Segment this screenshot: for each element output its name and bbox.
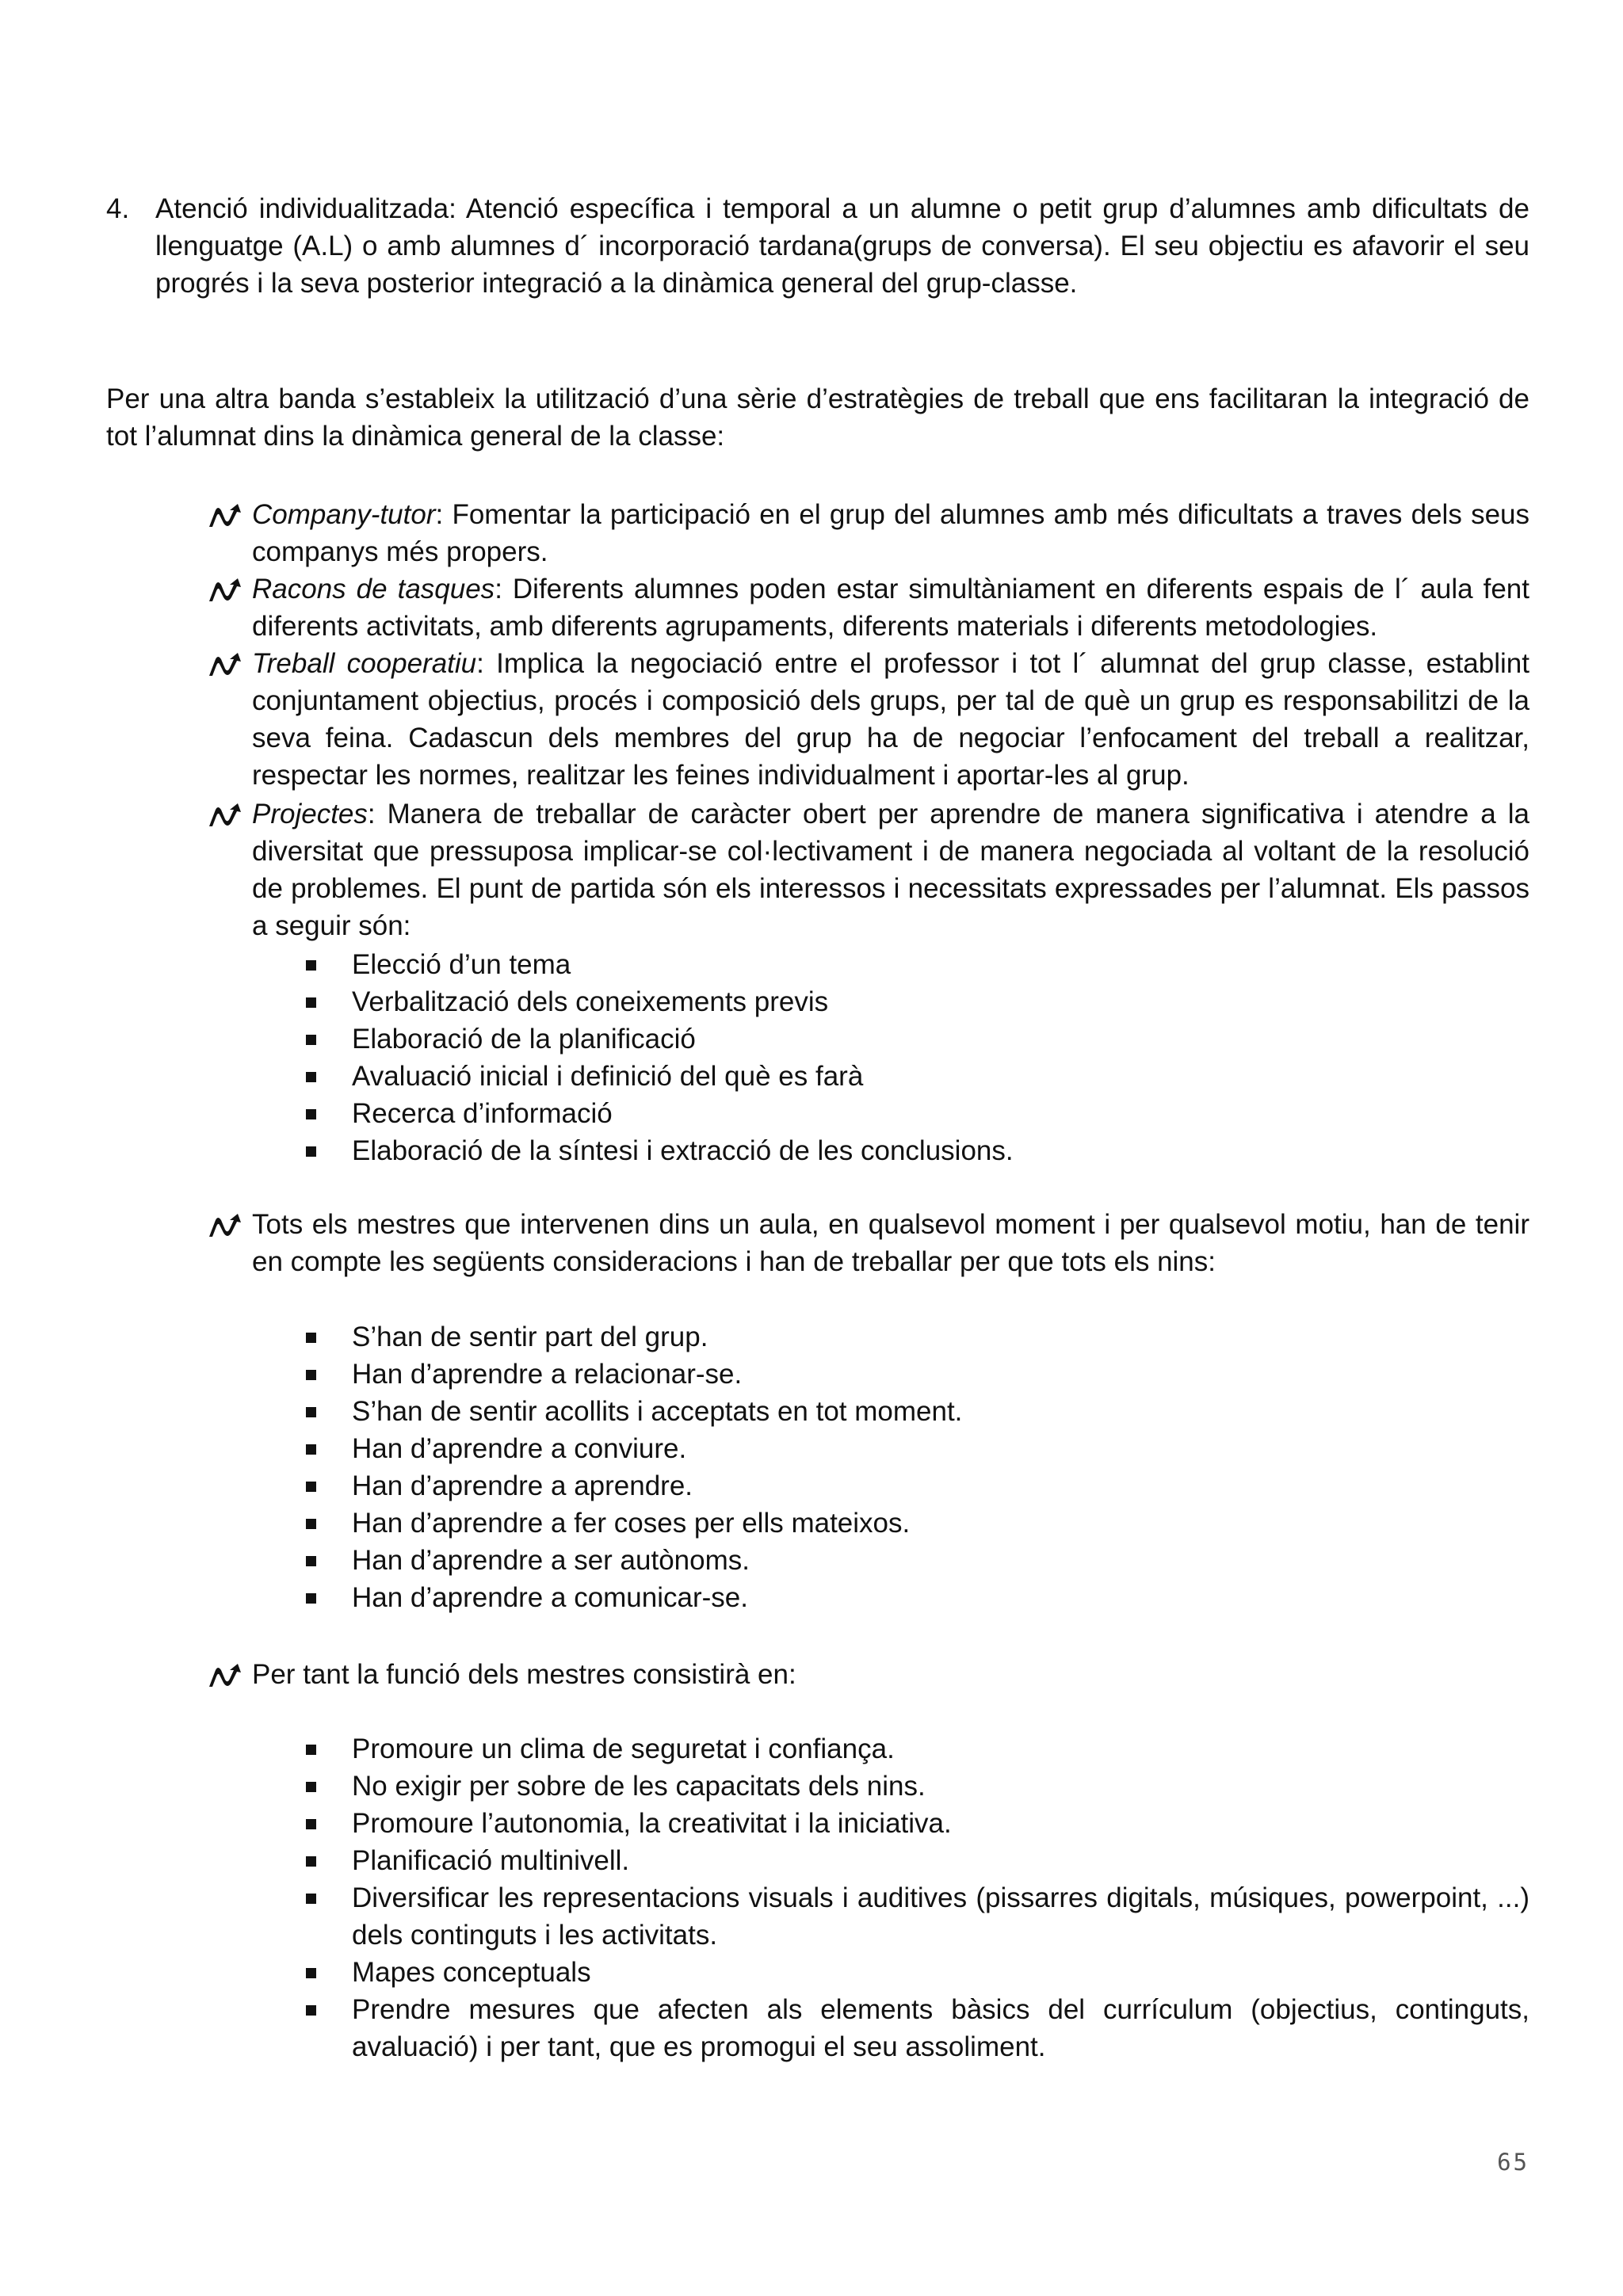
strategy-term: Company-tutor bbox=[252, 499, 436, 530]
list-item: S’han de sentir acollits i acceptats en tot moment. bbox=[303, 1393, 1529, 1430]
square-bullet-icon bbox=[306, 1370, 316, 1380]
strategy-term: Treball cooperatiu bbox=[252, 648, 477, 679]
square-bullet-icon bbox=[306, 1968, 316, 1978]
square-bullet-icon bbox=[306, 1333, 316, 1343]
item-text: Atenció individualitzada: Atenció específica i temporal a un alumne o petit grup d’alumnes amb dificultats de llenguatge (A.L) o amb alumnes d´ incorporació tardana(grups de conversa). El seu objectiu es afavorir el seu progrés i la seva posterior integració a la dinàmica general del grup-classe. bbox=[155, 193, 1529, 299]
arrow-bullet-icon bbox=[208, 502, 242, 529]
list-item: Han d’aprendre a fer coses per ells mateixos. bbox=[303, 1505, 1529, 1542]
list-item: S’han de sentir part del grup. bbox=[303, 1318, 1529, 1356]
strategy-text: : Implica la negociació entre el professor i tot l´ alumnat del grup classe, establint conjuntament objectius, procés i composició dels grups, per tal de què un grup es responsabilitzi de la seva feina. Cadascun dels membres del grup ha de negociar l’enfocament del treball a realitzar, respectar les normes, realitzar les feines individualment i aportar-les al grup. bbox=[252, 648, 1529, 791]
project-steps-list bbox=[303, 946, 1529, 1169]
square-bullet-icon bbox=[306, 960, 316, 971]
teachers-note-text: Tots els mestres que intervenen dins un aula, en qualsevol moment i per qualsevol motiu, han de tenir en compte les següents consideracions i han de treballar per que tots els nins: bbox=[252, 1209, 1529, 1277]
list-item: Diversificar les representacions visuals i auditives (pissarres digitals, músiques, powerpoint, ...) dels continguts i les activitats. bbox=[303, 1879, 1529, 1954]
strategy-term: Projectes bbox=[252, 799, 368, 830]
strategy-text: : Fomentar la participació en el grup del alumnes amb més dificultats a traves dels seus companys més propers. bbox=[252, 499, 1529, 567]
children-needs-list bbox=[303, 1318, 1529, 1616]
teachers-function bbox=[208, 1656, 1529, 1693]
list-item: Recerca d’informació bbox=[303, 1095, 1529, 1132]
list-item: Elecció d’un tema bbox=[303, 946, 1529, 983]
strategy-term: Racons de tasques bbox=[252, 574, 495, 605]
numbered-item-4 bbox=[106, 190, 1529, 302]
functions-list bbox=[303, 1730, 1529, 2065]
square-bullet-icon bbox=[306, 1407, 316, 1417]
item-number: 4. bbox=[106, 193, 130, 224]
strategy-treball-cooperatiu bbox=[208, 645, 1529, 794]
arrow-bullet-icon bbox=[208, 577, 242, 604]
square-bullet-icon bbox=[306, 1146, 316, 1157]
list-item: Prendre mesures que afecten als elements bàsics del currículum (objectius, continguts, avaluació) i per tant, que es promogui el seu assoliment. bbox=[303, 1991, 1529, 2065]
arrow-bullet-icon bbox=[208, 802, 242, 829]
square-bullet-icon bbox=[306, 1035, 316, 1045]
square-bullet-icon bbox=[306, 1782, 316, 1792]
arrow-bullet-icon bbox=[208, 651, 242, 678]
square-bullet-icon bbox=[306, 1109, 316, 1119]
list-item: Elaboració de la planificació bbox=[303, 1020, 1529, 1058]
page-number: 65 bbox=[1497, 2149, 1529, 2176]
list-item: Planificació multinivell. bbox=[303, 1842, 1529, 1879]
square-bullet-icon bbox=[306, 1819, 316, 1829]
list-item: Han d’aprendre a ser autònoms. bbox=[303, 1542, 1529, 1579]
list-item: Han d’aprendre a relacionar-se. bbox=[303, 1356, 1529, 1393]
strategy-projectes bbox=[208, 795, 1529, 944]
teachers-note bbox=[208, 1206, 1529, 1280]
list-item: Verbalització dels coneixements previs bbox=[303, 983, 1529, 1020]
list-item: Han d’aprendre a aprendre. bbox=[303, 1467, 1529, 1505]
list-item: No exigir per sobre de les capacitats dels nins. bbox=[303, 1768, 1529, 1805]
teachers-function-text: Per tant la funció dels mestres consistirà en: bbox=[252, 1659, 796, 1690]
list-item: Promoure un clima de seguretat i confiança. bbox=[303, 1730, 1529, 1768]
list-item: Elaboració de la síntesi i extracció de les conclusions. bbox=[303, 1132, 1529, 1169]
square-bullet-icon bbox=[306, 1519, 316, 1529]
strategy-text: : Diferents alumnes poden estar simultàniament en diferents espais de l´ aula fent diferents activitats, amb diferents agrupaments, diferents materials i diferents metodologies. bbox=[252, 574, 1529, 642]
square-bullet-icon bbox=[306, 1482, 316, 1492]
square-bullet-icon bbox=[306, 1072, 316, 1082]
square-bullet-icon bbox=[306, 1745, 316, 1755]
list-item: Mapes conceptuals bbox=[303, 1954, 1529, 1991]
strategy-racons-de-tasques bbox=[208, 570, 1529, 645]
strategy-company-tutor bbox=[208, 496, 1529, 570]
square-bullet-icon bbox=[306, 1856, 316, 1867]
strategy-text: : Manera de treballar de caràcter obert per aprendre de manera significativa i atendre a la diversitat que pressuposa implicar-se col·lectivament i de manera negociada al voltant de la resolució de problemes. El punt de partida són els interessos i necessitats expressades per l’alumnat. Els passos a seguir són: bbox=[252, 799, 1529, 941]
square-bullet-icon bbox=[306, 1894, 316, 1904]
square-bullet-icon bbox=[306, 997, 316, 1008]
list-item: Avaluació inicial i definició del què es farà bbox=[303, 1058, 1529, 1095]
square-bullet-icon bbox=[306, 1593, 316, 1604]
list-item: Promoure l’autonomia, la creativitat i la iniciativa. bbox=[303, 1805, 1529, 1842]
arrow-bullet-icon bbox=[208, 1212, 242, 1239]
arrow-bullet-icon bbox=[208, 1662, 242, 1689]
list-item: Han d’aprendre a comunicar-se. bbox=[303, 1579, 1529, 1616]
square-bullet-icon bbox=[306, 1444, 316, 1455]
intro-paragraph: Per una altra banda s’estableix la utilització d’una sèrie d’estratègies de treball que ens facilitaran la integració de tot l’alumnat dins la dinàmica general de la classe: bbox=[106, 383, 1529, 452]
square-bullet-icon bbox=[306, 1556, 316, 1566]
square-bullet-icon bbox=[306, 2005, 316, 2016]
list-item: Han d’aprendre a conviure. bbox=[303, 1430, 1529, 1467]
